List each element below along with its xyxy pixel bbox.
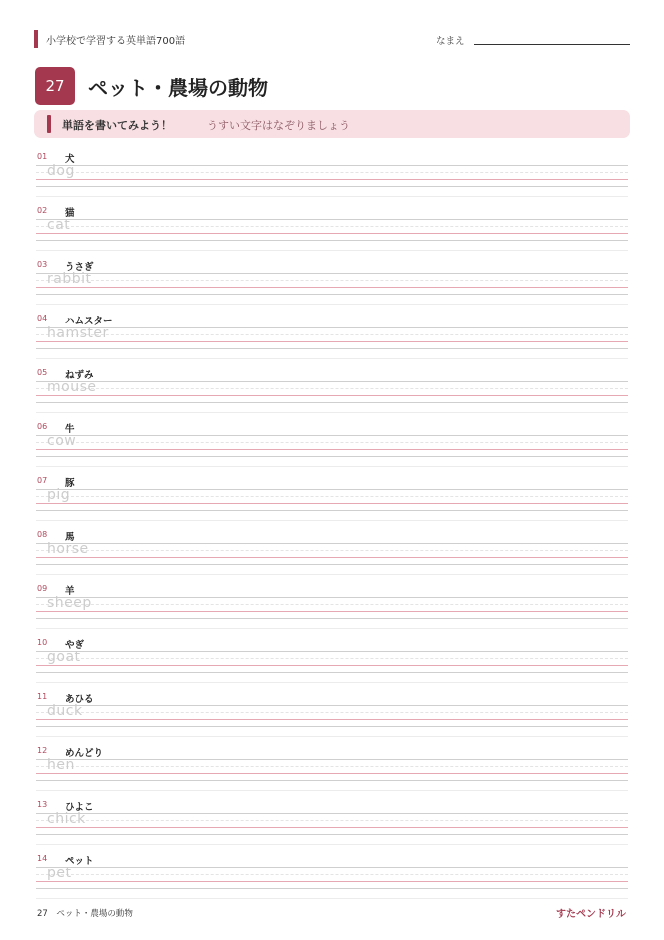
row-divider [36,790,628,791]
guide-line-bottom [36,510,628,511]
page-header [34,30,630,50]
word-row [36,847,628,901]
trace-word: rabbit [47,271,92,287]
row-divider [36,520,628,521]
word-row [36,307,628,361]
word-number: 08 [37,530,48,539]
guide-line-mid [36,820,628,821]
row-divider [36,466,628,467]
trace-word: sheep [47,595,92,611]
name-write-line[interactable] [474,44,630,45]
guide-line-base [36,179,628,180]
word-number: 07 [37,476,48,485]
writing-lines[interactable] [36,381,628,403]
guide-line-mid [36,712,628,713]
guide-line-base [36,719,628,720]
footer-page-info: 27 ペット・農場の動物 [37,909,133,919]
guide-line-top [36,435,628,436]
trace-word: chick [47,811,86,827]
guide-line-mid [36,604,628,605]
guide-line-mid [36,334,628,335]
row-divider [36,682,628,683]
guide-line-mid [36,766,628,767]
guide-line-base [36,395,628,396]
guide-line-mid [36,658,628,659]
guide-line-bottom [36,888,628,889]
word-japanese: ひよこ [65,802,94,813]
footer-brand: すたペンドリル [556,909,626,920]
trace-word: hamster [47,325,109,341]
word-japanese: あひる [65,694,94,705]
word-japanese: 牛 [65,424,75,435]
guide-line-top [36,381,628,382]
writing-lines[interactable] [36,435,628,457]
word-row [36,145,628,199]
word-row [36,793,628,847]
guide-line-base [36,827,628,828]
word-row [36,361,628,415]
word-japanese: 羊 [65,586,75,597]
guide-line-top [36,597,628,598]
guide-line-bottom [36,186,628,187]
word-japanese: めんどり [65,748,104,759]
word-japanese: ねずみ [65,370,94,381]
trace-word: horse [47,541,89,557]
guide-line-bottom [36,294,628,295]
guide-line-mid [36,280,628,281]
word-number: 06 [37,422,48,431]
row-divider [36,196,628,197]
guide-line-base [36,665,628,666]
writing-lines[interactable] [36,705,628,727]
word-practice-list [36,145,628,901]
guide-line-mid [36,388,628,389]
word-row [36,685,628,739]
guide-line-mid [36,226,628,227]
guide-line-mid [36,874,628,875]
guide-line-bottom [36,726,628,727]
guide-line-base [36,881,628,882]
lesson-number-badge: 27 [35,67,75,105]
guide-line-bottom [36,672,628,673]
word-row [36,739,628,793]
word-row [36,253,628,307]
banner-accent-bar [47,115,51,133]
word-row [36,469,628,523]
word-number: 14 [37,854,48,863]
guide-line-top [36,813,628,814]
writing-lines[interactable] [36,597,628,619]
word-japanese: 猫 [65,208,75,219]
row-divider [36,898,628,899]
guide-line-top [36,165,628,166]
guide-line-top [36,327,628,328]
writing-lines[interactable] [36,489,628,511]
guide-line-base [36,557,628,558]
guide-line-base [36,341,628,342]
row-divider [36,628,628,629]
word-number: 01 [37,152,48,161]
row-divider [36,844,628,845]
trace-word: dog [47,163,75,179]
word-number: 04 [37,314,48,323]
guide-line-base [36,233,628,234]
word-japanese: ペット [65,856,94,867]
writing-lines[interactable] [36,813,628,835]
instruction-banner [34,110,630,138]
guide-line-bottom [36,240,628,241]
trace-word: duck [47,703,83,719]
guide-line-top [36,705,628,706]
word-number: 02 [37,206,48,215]
guide-line-bottom [36,834,628,835]
guide-line-top [36,273,628,274]
header-title: 小学校で学習する英単語700語 [46,36,186,47]
writing-lines[interactable] [36,759,628,781]
guide-line-base [36,449,628,450]
writing-lines[interactable] [36,543,628,565]
word-japanese: 犬 [65,154,75,165]
row-divider [36,574,628,575]
guide-line-top [36,543,628,544]
word-row [36,415,628,469]
guide-line-bottom [36,564,628,565]
word-row [36,577,628,631]
row-divider [36,412,628,413]
word-number: 10 [37,638,48,647]
guide-line-bottom [36,456,628,457]
word-number: 09 [37,584,48,593]
guide-line-bottom [36,348,628,349]
guide-line-bottom [36,780,628,781]
guide-line-mid [36,496,628,497]
writing-lines[interactable] [36,327,628,349]
guide-line-base [36,611,628,612]
word-row [36,523,628,577]
word-japanese: 豚 [65,478,75,489]
guide-line-top [36,219,628,220]
header-accent-bar [34,30,38,48]
writing-lines[interactable] [36,165,628,187]
guide-line-top [36,651,628,652]
writing-lines[interactable] [36,867,628,889]
guide-line-base [36,287,628,288]
row-divider [36,736,628,737]
word-japanese: やぎ [65,640,85,651]
trace-word: cow [47,433,77,449]
trace-word: pig [47,487,71,503]
guide-line-mid [36,550,628,551]
trace-word: mouse [47,379,97,395]
writing-lines[interactable] [36,219,628,241]
name-label: なまえ [436,36,465,47]
banner-instruction: 単語を書いてみよう！ [62,119,172,132]
writing-lines[interactable] [36,273,628,295]
guide-line-base [36,773,628,774]
guide-line-top [36,489,628,490]
lesson-title: ペット・農場の動物 [88,76,268,100]
guide-line-mid [36,172,628,173]
word-number: 11 [37,692,48,701]
word-japanese: うさぎ [65,262,94,273]
guide-line-mid [36,442,628,443]
row-divider [36,358,628,359]
row-divider [36,250,628,251]
trace-word: cat [47,217,71,233]
word-row [36,631,628,685]
trace-word: pet [47,865,72,881]
row-divider [36,304,628,305]
word-number: 12 [37,746,48,755]
banner-subinstruction: うすい文字はなぞりましょう [207,119,350,132]
trace-word: hen [47,757,75,773]
word-japanese: ハムスター [65,316,113,327]
word-row [36,199,628,253]
word-number: 03 [37,260,48,269]
guide-line-top [36,759,628,760]
guide-line-base [36,503,628,504]
guide-line-top [36,867,628,868]
writing-lines[interactable] [36,651,628,673]
word-number: 05 [37,368,48,377]
trace-word: goat [47,649,81,665]
guide-line-bottom [36,402,628,403]
word-japanese: 馬 [65,532,75,543]
guide-line-bottom [36,618,628,619]
word-number: 13 [37,800,48,809]
